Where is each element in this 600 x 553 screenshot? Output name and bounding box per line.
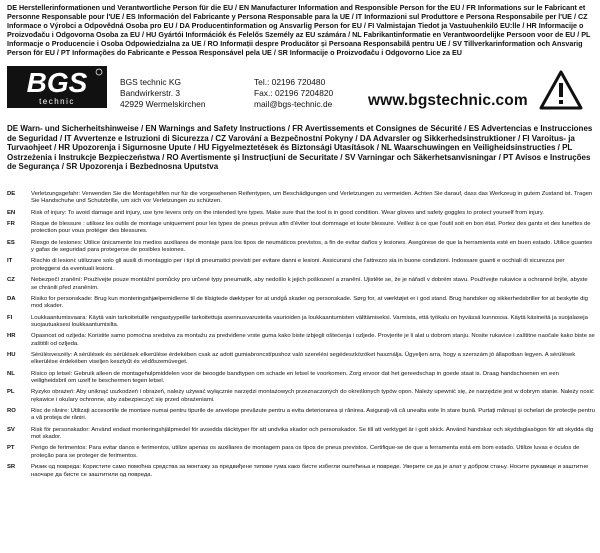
website-url: www.bgstechnic.com: [368, 92, 528, 109]
safety-text: Ризик од повреда: Користите само помоћна средства за монтажу за предвиђене типове гума како бисте избегли оштећења и повреде. Уверите се да је алат у добром стању. Носите рукавице и заштитне наочаре да бисте се заштитили од повреда.: [31, 464, 589, 478]
language-code: NL: [7, 370, 15, 377]
safety-entry: [7, 191, 595, 206]
language-code: RO: [7, 408, 16, 415]
safety-text: Risc de rănire: Utilizați accesoriile de montare numai pentru tipurile de anvelope prevăzute pentru a evita deteriorarea și rănirea. Asigurați-vă că unealta este în stare bună. Purtați mănuși și ochelari de protecție pentru a vă proteja de răniri.: [31, 408, 595, 422]
svg-text:BGS: BGS: [26, 67, 88, 98]
company-name: BGS technic KG: [120, 77, 181, 87]
safety-section-title: DE Warn- und Sicherheitshinweise / EN Warnings and Safety Instructions / FR Avertissements et Consignes de Sécurité / ES Advertencias e Instrucciones de Seguridad / IT Avvertenze e Istruzioni di Sicurezza / CZ Varování a Bezpečnostní Pokyny / DA Advarsler og Sikkerhedsinstruktioner / FI Varoitus- ja Turvaohjeet / HR Upozorenja i Sigurnosne Upute / HU Figyelmeztetések és Biztonsági Utasítások / NL Waarschuwingen en Veiligheidsinstructies / PL Ostrzeżenia i Instrukcje Bezpieczeństwa / RO Avertismente și Instrucțiuni de Securitate / SV Varningar och Säkerhetsanvisningar / PT Avisos e Instruções de Segurança / SR Upozorenja i Bezbednosna Uputstva: [7, 124, 593, 171]
bgs-technic-logo: [7, 66, 107, 108]
safety-entry: [7, 371, 595, 386]
safety-text: Rischio di lesioni: utilizzare solo gli ausili di montaggio per i tipi di pneumatici previsti per evitare danni e lesioni. Assicurarsi che l'attrezzo sia in buone condizioni. Indossare guanti e occhiali di sicurezza per proteggersi da eventuali lesioni.: [31, 258, 565, 272]
language-code: EN: [7, 209, 16, 216]
safety-entry: [7, 464, 595, 479]
language-code: FI: [7, 314, 13, 321]
safety-text: Perigo de ferimentos: Para evitar danos e ferimentos, utilize apenas os auxiliares de montagem para os tipos de pneus previstos. Certifique-se de que a ferramenta está em bom estado. Utilize luvas e óculos de proteção para se proteger de ferimentos.: [31, 445, 580, 459]
contact-tel: Tel.: 02196 720480: [254, 77, 326, 87]
language-code: PL: [7, 389, 15, 396]
safety-entry: [7, 408, 595, 423]
language-code: ES: [7, 239, 15, 246]
safety-entry: [7, 427, 595, 442]
safety-entries-list: [7, 191, 595, 483]
safety-entry: [7, 445, 595, 460]
company-city: 42929 Wermelskirchen: [120, 99, 206, 109]
safety-text: Verletzungsgefahr: Verwenden Sie die Montagehilfen nur für die vorgesehenen Reifentypen, um Beschädigungen und Verletzungen zu vermeiden. Achten Sie darauf, dass das Werkzeug in gutem Zustand ist. Tragen Sie Handschuhe und Schutzbrille, um sich vor Verletzungen zu schützen.: [31, 191, 593, 205]
safety-entry: [7, 352, 595, 367]
safety-text: Ryzyko obrażeń: Aby uniknąć uszkodzeń i obrażeń, należy używać wyłącznie narzędzi montażowych przeznaczonych do określonych typów opon. Należy upewnić się, że narzędzie jest w dobrym stanie. Należy nosić rękawice i okulary ochronne, aby zabezpieczyć się przed obrażeniami.: [31, 389, 594, 403]
company-street: Bandwirkerstr. 3: [120, 88, 181, 98]
company-address: [120, 77, 206, 110]
safety-entry: [7, 296, 595, 311]
manufacturer-info-header: DE Herstellerinformationen und Verantwortliche Person für die EU / EN Manufacturer Information and Responsible Person for the EU / FR Informations sur le Fabricant et Personne Responsable pour l'UE / ES Información del Fabricante y Persona Responsable para la UE / IT Informazioni sul Produttore e Persona Responsabile per l'UE / CZ Informace o Výrobci a Odpovědná Osoba pro EU / DA Producentinformation og Ansvarlig Person for EU / FI Valmistajan Tiedot ja Vastuuhenkilö EU:lle / HR Informacije o Proizvođaču i Odgovorna Osoba za EU / HU Gyártói Információk és Felelős Személy az EU számára / NL Fabrikantinformatie en Verantwoordelijke Persoon voor de EU / PL Informacje o Producencie i Osoba Odpowiedzialna za UE / RO Informații despre Producător și Persoana Responsabilă pentru UE / SV Tillverkarinformation och Ansvarig Person för EU / PT Informações do Fabricante e Pessoa Responsável pela UE / SR Informacije o Proizvođaču i Odgovorno Lice za EU: [7, 3, 591, 57]
safety-text: Risk för personskador: Använd endast monteringshjälpmedel för avsedda däcktyper för att undvika skador och personskador. Se till att verktyget är i gott skick. Använd handskar och skyddsglasögon för att skydda dig mot skador.: [31, 426, 594, 441]
safety-text: Sérülésveszély: A sérülések és sérülések elkerülése érdekében csak az adott gumiabroncstípushoz való szerelési segédeszközöket használja. Ügyeljen arra, hogy a szerszám jó állapotban legyen. A sérülések elkerülése érdekében viseljen kesztyűt és védőszemüveget.: [31, 351, 576, 366]
safety-entry: [7, 221, 595, 236]
safety-text: Opasnost od ozljeda: Koristite samo pomoćna sredstva za montažu za predviđene vrste guma kako biste izbjegli oštećenja i ozljede. Provjerite je li alat u dobrom stanju. Nosite rukavice i zaštitne naočale kako biste se zaštitili od ozljeda.: [31, 333, 595, 347]
svg-text:technic: technic: [39, 97, 75, 106]
safety-entry: [7, 389, 595, 404]
language-code: DA: [7, 295, 16, 302]
safety-entry: [7, 240, 595, 255]
safety-entry: [7, 333, 595, 348]
safety-text: Riesgo de lesiones: Utilice únicamente los medios auxiliares de montaje para los tipos de neumáticos previstos, a fin de evitar daños y lesiones. Asegúrese de que la herramienta esté en buen estado. Utilice guantes y gafas de seguridad para protegerse de posibles lesiones.: [31, 239, 593, 254]
safety-entry: [7, 315, 595, 330]
safety-entry: [7, 210, 595, 217]
safety-text: Risque de blessure : utilisez les outils de montage uniquement pour les types de pneus prévus afin d'éviter tout dommage et toute blessure. Veillez à ce que l'outil soit en bon état. Portez des gants et des lunettes de protection pour vous protéger des blessures.: [31, 221, 591, 235]
contact-fax: Fax.: 02196 7204820: [254, 88, 334, 98]
language-code: CZ: [7, 277, 15, 284]
safety-text: Risico op letsel: Gebruik alleen de montagehulpmiddelen voor de beoogde bandtypen om schade en letsel te voorkomen. Zorg ervoor dat het gereedschap in goede staat is. Draag handschoenen en een veiligheidsbril om uzelf te beschermen tegen letsel.: [31, 370, 559, 385]
safety-text: Risk of injury: To avoid damage and injury, use tyre levers only on the intended tyre types. Make sure that the tool is in good condition. Wear gloves and safety goggles to protect yourself from injury.: [31, 209, 544, 216]
language-code: HU: [7, 351, 16, 358]
language-code: PT: [7, 445, 15, 452]
language-code: HR: [7, 333, 16, 340]
language-code: DE: [7, 191, 16, 197]
safety-text: Risiko for personskade: Brug kun monteringshjælpemidlerne til de tilsigtede dæktyper for at undgå skader og personskade. Sørg for, at værktøjet er i god stand. Brug handsker og sikkerhedsbriller for at beskytte dig mod skader.: [31, 295, 588, 310]
language-code: FR: [7, 221, 15, 227]
safety-entry: [7, 277, 595, 292]
safety-text: Nebezpečí zranění: Používejte pouze montážní pomůcky pro určené typy pneumatik, aby nedošlo k jejich poškození a zranění. Ujistěte se, že je nářadí v dobrém stavu. Používejte rukavice a ochranné brýle, abyste se chránili před zraněním.: [31, 277, 588, 291]
language-code: SV: [7, 426, 15, 433]
language-code: SR: [7, 464, 16, 471]
company-contact: [254, 77, 333, 110]
language-code: IT: [7, 258, 13, 265]
contact-mail: mail@bgs-technic.de: [254, 99, 333, 109]
safety-text: Loukkaantumisvaara: Käytä vain tarkoitetuille rengastyypeille tarkoitettuja asennusvarusteita vaurioiden ja loukkaantumisten välttämiseksi. Varmista, että työkalu on hyvässä kunnossa. Käytä käsineitä ja suojalaseja suojautuaksesi loukkaantumisilta.: [31, 314, 588, 328]
safety-entry: [7, 258, 595, 273]
warning-triangle-icon: [538, 69, 584, 111]
